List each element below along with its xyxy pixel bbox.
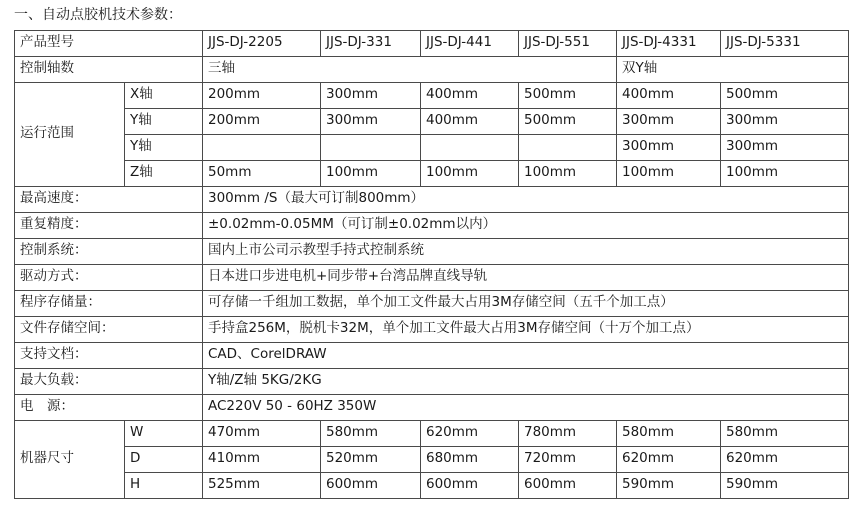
axis-count-value-dual-y: 双Y轴 bbox=[617, 56, 849, 82]
travel-y2-3 bbox=[421, 134, 519, 160]
table-row-size-d bbox=[15, 446, 849, 472]
size-d-5: 620mm bbox=[617, 446, 721, 472]
travel-z-5: 100mm bbox=[617, 160, 721, 186]
table-row-header bbox=[15, 30, 849, 56]
size-h-5: 590mm bbox=[617, 472, 721, 498]
size-h-6: 590mm bbox=[721, 472, 849, 498]
travel-y2-5: 300mm bbox=[617, 134, 721, 160]
travel-x-4: 500mm bbox=[519, 82, 617, 108]
table-row-program-storage bbox=[15, 290, 849, 316]
size-w-6: 580mm bbox=[721, 420, 849, 446]
max-load-label: 最大负载： bbox=[15, 368, 203, 394]
header-model-3: JJS-DJ-441 bbox=[421, 30, 519, 56]
table-row-repeatability bbox=[15, 212, 849, 238]
travel-z-3: 100mm bbox=[421, 160, 519, 186]
header-model-5: JJS-DJ-4331 bbox=[617, 30, 721, 56]
travel-axis-x: X轴 bbox=[125, 82, 203, 108]
travel-y2-4 bbox=[519, 134, 617, 160]
table-row-control-system bbox=[15, 238, 849, 264]
table-row-size-w bbox=[15, 420, 849, 446]
table-row-travel-y1 bbox=[15, 108, 849, 134]
travel-axis-y1: Y轴 bbox=[125, 108, 203, 134]
table-row-size-h bbox=[15, 472, 849, 498]
travel-z-2: 100mm bbox=[321, 160, 421, 186]
table-row-travel-z bbox=[15, 160, 849, 186]
travel-y1-2: 300mm bbox=[321, 108, 421, 134]
header-model-4: JJS-DJ-551 bbox=[519, 30, 617, 56]
header-label: 产品型号 bbox=[15, 30, 203, 56]
travel-y1-1: 200mm bbox=[203, 108, 321, 134]
size-h-3: 600mm bbox=[421, 472, 519, 498]
size-w-1: 470mm bbox=[203, 420, 321, 446]
size-h-2: 600mm bbox=[321, 472, 421, 498]
machine-size-label: 机器尺寸 bbox=[15, 420, 125, 498]
supported-files-value: CAD、CorelDRAW bbox=[203, 342, 849, 368]
program-storage-value: 可存储一千组加工数据，单个加工文件最大占用3M存储空间（五千个加工点） bbox=[203, 290, 849, 316]
table-row-max-speed bbox=[15, 186, 849, 212]
travel-x-6: 500mm bbox=[721, 82, 849, 108]
table-row-drive-mode bbox=[15, 264, 849, 290]
max-speed-value: 300mm /S（最大可订制800mm） bbox=[203, 186, 849, 212]
power-supply-label: 电 源： bbox=[15, 394, 203, 420]
spec-table bbox=[14, 30, 849, 499]
size-w-2: 580mm bbox=[321, 420, 421, 446]
table-row-power-supply bbox=[15, 394, 849, 420]
max-speed-label: 最高速度： bbox=[15, 186, 203, 212]
drive-mode-value: 日本进口步进电机+同步带+台湾品牌直线导轨 bbox=[203, 264, 849, 290]
travel-x-3: 400mm bbox=[421, 82, 519, 108]
travel-x-5: 400mm bbox=[617, 82, 721, 108]
header-model-1: JJS-DJ-2205 bbox=[203, 30, 321, 56]
drive-mode-label: 驱动方式： bbox=[15, 264, 203, 290]
page-title: 一、自动点胶机技术参数： bbox=[14, 7, 182, 23]
repeatability-label: 重复精度： bbox=[15, 212, 203, 238]
travel-y2-2 bbox=[321, 134, 421, 160]
travel-x-2: 300mm bbox=[321, 82, 421, 108]
table-row-travel-y2 bbox=[15, 134, 849, 160]
travel-z-1: 50mm bbox=[203, 160, 321, 186]
size-axis-w: W bbox=[125, 420, 203, 446]
travel-z-6: 100mm bbox=[721, 160, 849, 186]
repeatability-value: ±0.02mm-0.05MM（可订制±0.02mm以内） bbox=[203, 212, 849, 238]
size-w-3: 620mm bbox=[421, 420, 519, 446]
table-row-file-storage bbox=[15, 316, 849, 342]
travel-range-label: 运行范围 bbox=[15, 82, 125, 186]
axis-count-label: 控制轴数 bbox=[15, 56, 203, 82]
travel-y1-6: 300mm bbox=[721, 108, 849, 134]
file-storage-value: 手持盒256M，脱机卡32M，单个加工文件最大占用3M存储空间（十万个加工点） bbox=[203, 316, 849, 342]
size-h-4: 600mm bbox=[519, 472, 617, 498]
size-d-4: 720mm bbox=[519, 446, 617, 472]
size-d-2: 520mm bbox=[321, 446, 421, 472]
size-d-6: 620mm bbox=[721, 446, 849, 472]
travel-y1-5: 300mm bbox=[617, 108, 721, 134]
table-row-axis-count bbox=[15, 56, 849, 82]
supported-files-label: 支持文档： bbox=[15, 342, 203, 368]
program-storage-label: 程序存储量： bbox=[15, 290, 203, 316]
travel-axis-y2: Y轴 bbox=[125, 134, 203, 160]
axis-count-value-three: 三轴 bbox=[203, 56, 617, 82]
travel-x-1: 200mm bbox=[203, 82, 321, 108]
travel-y1-4: 500mm bbox=[519, 108, 617, 134]
size-axis-d: D bbox=[125, 446, 203, 472]
power-supply-value: AC220V 50 - 60HZ 350W bbox=[203, 394, 849, 420]
travel-y2-1 bbox=[203, 134, 321, 160]
size-d-3: 680mm bbox=[421, 446, 519, 472]
control-system-value: 国内上市公司示教型手持式控制系统 bbox=[203, 238, 849, 264]
travel-y1-3: 400mm bbox=[421, 108, 519, 134]
size-d-1: 410mm bbox=[203, 446, 321, 472]
size-axis-h: H bbox=[125, 472, 203, 498]
table-row-max-load bbox=[15, 368, 849, 394]
size-w-5: 580mm bbox=[617, 420, 721, 446]
travel-y2-6: 300mm bbox=[721, 134, 849, 160]
max-load-value: Y轴/Z轴 5KG/2KG bbox=[203, 368, 849, 394]
table-row-travel-x bbox=[15, 82, 849, 108]
control-system-label: 控制系统： bbox=[15, 238, 203, 264]
travel-axis-z: Z轴 bbox=[125, 160, 203, 186]
travel-z-4: 100mm bbox=[519, 160, 617, 186]
file-storage-label: 文件存储空间： bbox=[15, 316, 203, 342]
header-model-6: JJS-DJ-5331 bbox=[721, 30, 849, 56]
size-h-1: 525mm bbox=[203, 472, 321, 498]
size-w-4: 780mm bbox=[519, 420, 617, 446]
table-row-supported-files bbox=[15, 342, 849, 368]
header-model-2: JJS-DJ-331 bbox=[321, 30, 421, 56]
